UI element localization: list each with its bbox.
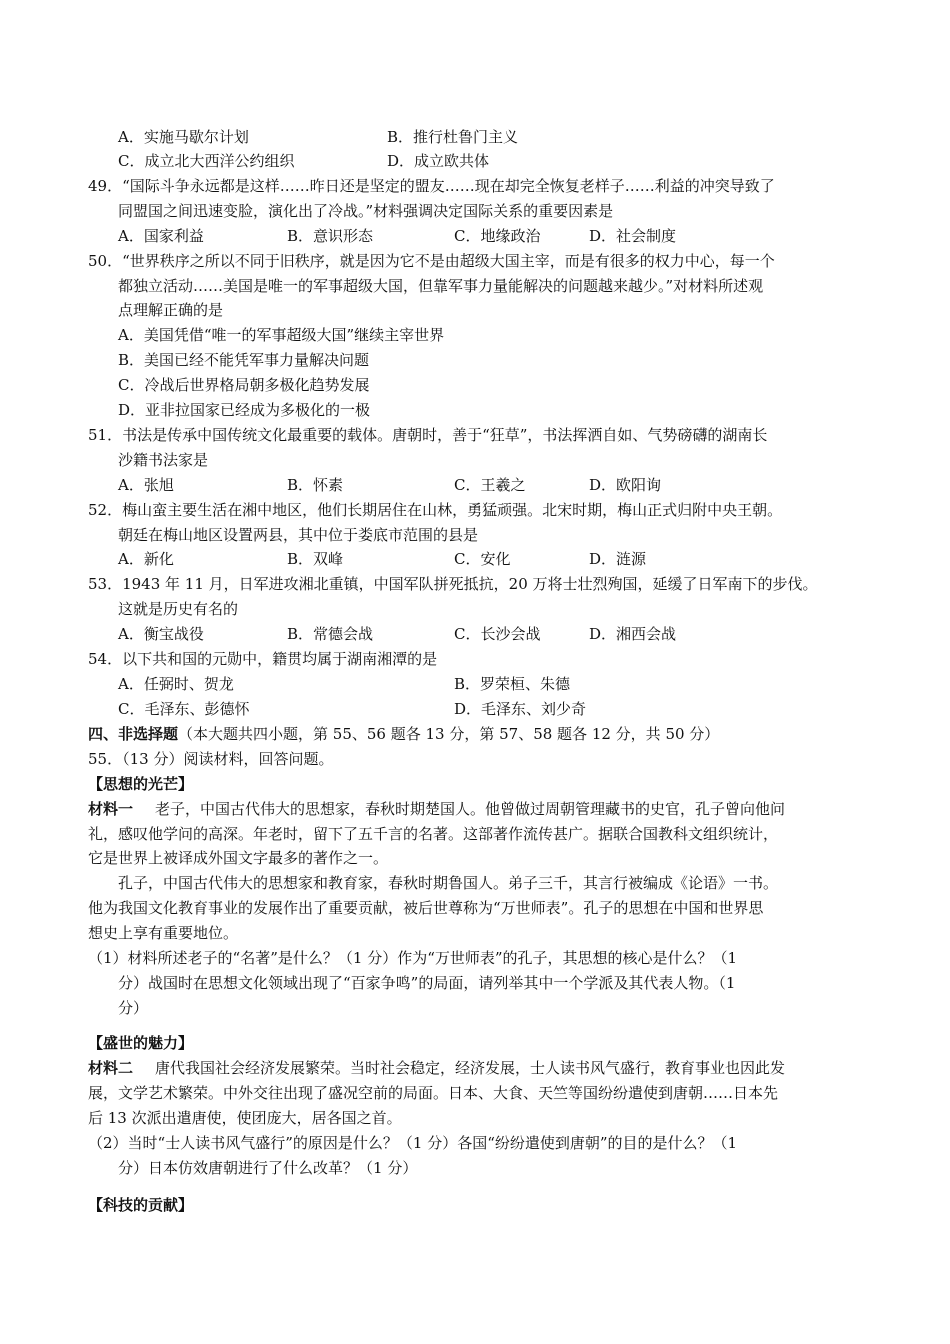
material-2-line2: 展，文学艺术繁荣。中外交往出现了盛况空前的局面。日本、大食、天竺等国纷纷遣使到唐朝……日本先	[88, 1084, 779, 1102]
q51-stem-line2: 沙籍书法家是	[118, 451, 209, 469]
q53-stem-line2: 这就是历史有名的	[118, 600, 239, 618]
q52-stem-line2: 朝廷在梅山地区设置两县，其中位于娄底市范围的县是	[118, 526, 479, 544]
material-2-line3: 后 13 次派出遣唐使，使团庞大，居各国之首。	[88, 1109, 402, 1127]
q48-option-a: A．实施马歇尔计划	[118, 128, 249, 146]
q52-stem-line1: 52．梅山蛮主要生活在湘中地区，他们长期居住在山林，勇猛顽强。北宋时期，梅山正式归附中央王朝。	[88, 501, 783, 519]
q51-option-d: D．欧阳询	[589, 476, 662, 494]
q48-option-d: D．成立欧共体	[387, 152, 490, 170]
q54-option-c: C．毛泽东、彭德怀	[118, 700, 250, 718]
q49-option-a: A．国家利益	[118, 227, 204, 245]
q54-option-d: D．毛泽东、刘少奇	[454, 700, 587, 718]
material-2-label: 材料二	[88, 1059, 134, 1077]
q50-option-d: D．亚非拉国家已经成为多极化的一极	[118, 401, 371, 419]
material-1-para2-line3: 想史上享有重要地位。	[88, 924, 239, 942]
material-1-para2-line1: 孔子，中国古代伟大的思想家和教育家，春秋时期鲁国人。弟子三千，其言行被编成《论语》一书。	[118, 874, 779, 892]
heading-technology: 【科技的贡献】	[88, 1196, 194, 1214]
section-4-note: （本大题共四小题，第 55、56 题各 13 分，第 57、58 题各 12 分，共 50 分）	[178, 725, 720, 743]
q55-intro: 55．（13 分）阅读材料，回答问题。	[88, 750, 334, 768]
q55-2-line2: 分）日本仿效唐朝进行了什么改革？（1 分）	[118, 1159, 418, 1177]
q51-option-c: C．王羲之	[454, 476, 526, 494]
q55-1-line3: 分）	[118, 999, 149, 1017]
q49-option-c: C．地缘政治	[454, 227, 541, 245]
q51-option-b: B．怀素	[287, 476, 344, 494]
q48-option-c: C．成立北大西洋公约组织	[118, 152, 295, 170]
material-1-line1	[88, 799, 785, 819]
q50-stem-line1: 50．“世界秩序之所以不同于旧秩序，就是因为它不是由超级大国主宰，而是有很多的权力中心，每一个	[88, 252, 775, 270]
q52-option-b: B．双峰	[287, 550, 344, 568]
q49-stem-line2: 同盟国之间迅速变脸，演化出了冷战。”材料强调决定国际关系的重要因素是	[118, 202, 614, 220]
material-2-text-line1: 唐代我国社会经济发展繁荣。当时社会稳定，经济发展，士人读书风气盛行，教育事业也因此发	[155, 1059, 786, 1077]
material-1-para2-line2: 他为我国文化教育事业的发展作出了重要贡献，被后世尊称为“万世师表”。孔子的思想在中国和世界思	[88, 899, 764, 917]
material-1-line3: 它是世界上被译成外国文字最多的著作之一。	[88, 849, 389, 867]
material-1-text-line1: 老子，中国古代伟大的思想家，春秋时期楚国人。他曾做过周朝管理藏书的史官，孔子曾向他问	[155, 800, 786, 818]
q50-option-a: A．美国凭借“唯一的军事超级大国”继续主宰世界	[118, 326, 445, 344]
q54-option-a: A．任弼时、贺龙	[118, 675, 234, 693]
section-4-title: 四、非选择题	[88, 725, 179, 743]
material-1-line2: 礼，感叹他学问的高深。年老时，留下了五千言的名著。这部著作流传甚广。据联合国教科文组织统计，	[88, 825, 779, 843]
section-4-header	[88, 724, 719, 744]
q51-option-a: A．张旭	[118, 476, 174, 494]
q49-stem-line1: 49．“国际斗争永远都是这样……昨日还是坚定的盟友……现在却完全恢复老样子……利益的冲突导致了	[88, 177, 775, 195]
heading-prosperity: 【盛世的魅力】	[88, 1034, 194, 1052]
q54-stem-line1: 54．以下共和国的元勋中，籍贯均属于湖南湘潭的是	[88, 650, 438, 668]
q54-option-b: B．罗荣桓、朱德	[454, 675, 571, 693]
q48-option-b: B．推行杜鲁门主义	[387, 128, 519, 146]
q49-option-b: B．意识形态	[287, 227, 374, 245]
q51-stem-line1: 51．书法是传承中国传统文化最重要的载体。唐朝时，善于“狂草”，书法挥洒自如、气势磅礴的湖南长	[88, 426, 768, 444]
q52-option-a: A．新化	[118, 550, 174, 568]
q50-stem-line2: 都独立活动……美国是唯一的军事超级大国，但靠军事力量能解决的问题越来越少。”对材料所述观	[118, 277, 764, 295]
q49-option-d: D．社会制度	[589, 227, 677, 245]
q55-2-line1: （2）当时“士人读书风气盛行”的原因是什么？（1 分）各国“纷纷遣使到唐朝”的目的是什么？（1	[88, 1134, 738, 1152]
q53-option-d: D．湘西会战	[589, 625, 677, 643]
q55-1-line2: 分）战国时在思想文化领域出现了“百家争鸣”的局面，请列举其中一个学派及其代表人物。（1	[118, 974, 736, 992]
q52-option-d: D．涟源	[589, 550, 647, 568]
heading-thought: 【思想的光芒】	[88, 775, 194, 793]
q50-stem-line3: 点理解正确的是	[118, 301, 224, 319]
q55-1-line1: （1）材料所述老子的“名著”是什么？（1 分）作为“万世师表”的孔子，其思想的核心是什么？（1	[88, 949, 738, 967]
q53-option-c: C．长沙会战	[454, 625, 541, 643]
q50-option-c: C．冷战后世界格局朝多极化趋势发展	[118, 376, 370, 394]
q50-option-b: B．美国已经不能凭军事力量解决问题	[118, 351, 370, 369]
q53-stem-line1: 53．1943 年 11 月，日军进攻湘北重镇，中国军队拼死抵抗，20 万将士壮烈殉国，延缓了日军南下的步伐。	[88, 575, 818, 593]
q52-option-c: C．安化	[454, 550, 511, 568]
material-1-label: 材料一	[88, 800, 134, 818]
material-2-line1	[88, 1058, 785, 1078]
q53-option-b: B．常德会战	[287, 625, 374, 643]
q53-option-a: A．衡宝战役	[118, 625, 204, 643]
